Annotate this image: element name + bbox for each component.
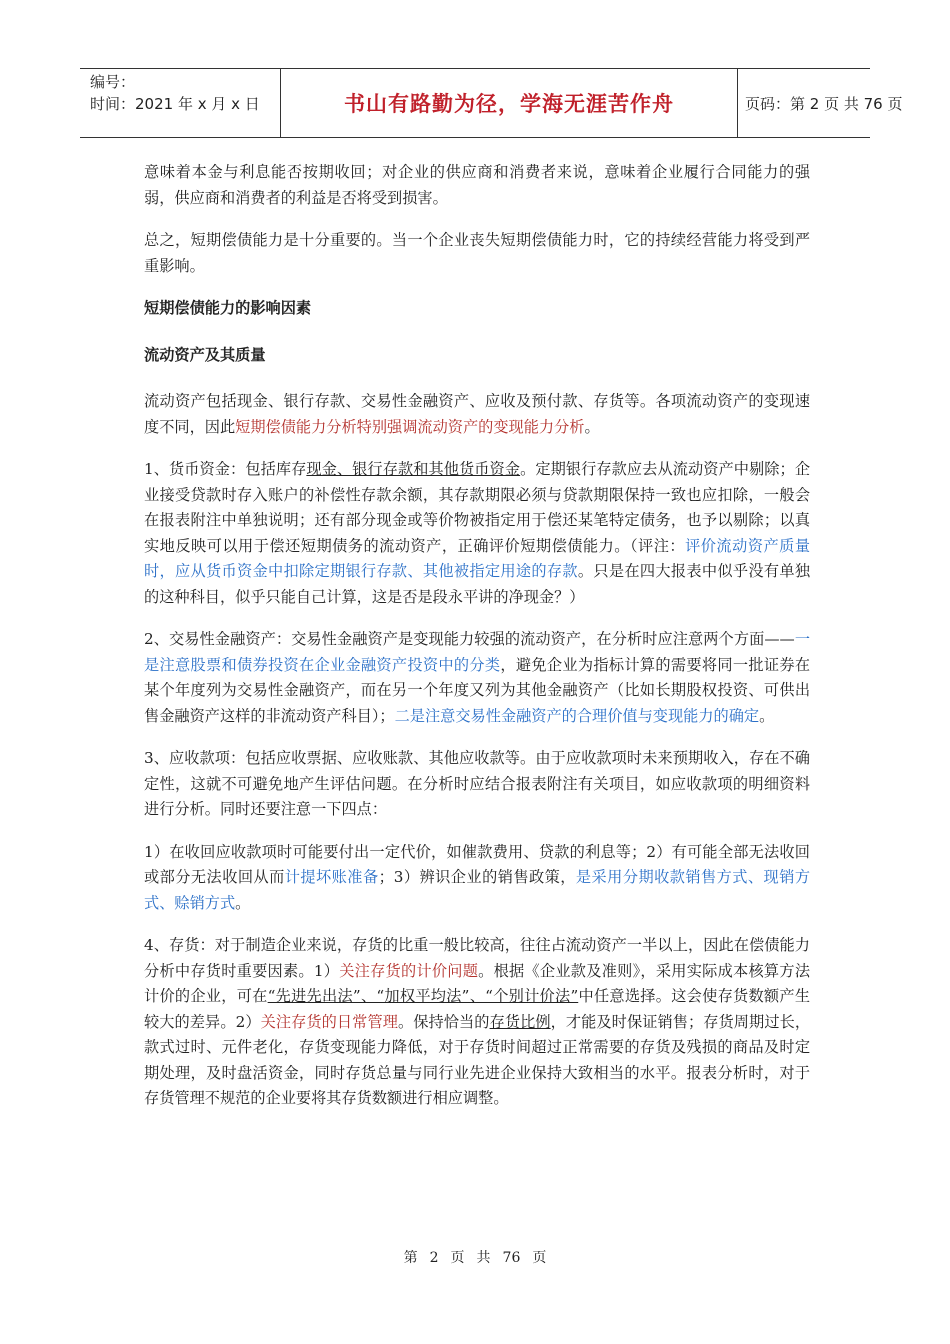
section-heading-factors: 短期偿债能力的影响因素 <box>144 299 312 317</box>
paragraph-current-assets <box>144 389 810 440</box>
underlined-text: 存货比例 <box>489 1012 551 1031</box>
paragraph-trading-assets <box>144 627 810 729</box>
text-run: 。 <box>235 893 251 912</box>
paragraph-inventory <box>144 933 810 1112</box>
time-label: 时间：2021 年 x 月 x 日 <box>90 95 260 113</box>
text-run: 。保持恰当的 <box>397 1012 490 1031</box>
underlined-text: “先进先出法”、“加权平均法”、“个别计价法” <box>267 987 579 1005</box>
text-run: 。定期银行存款应去从流动资产中剔除；企业接受贷款时存入账户的补偿性存款余额，其存款期限必须与贷款期限保持一致也应扣除，一般会在报表附注中单独说明；还有部分现金或等价物被指定用于偿还某笔特定债务，也予以剔除；以真实地反映可以用于偿还短期债务的流动资产，正确评价短期偿债能力。（评注： <box>144 460 811 555</box>
footer-page-number: 2 <box>429 1250 439 1266</box>
highlight-red: 关注存货的日常管理 <box>260 1012 398 1031</box>
text-run: 。根据《企业款及准则》，采用实际成本核算方法计价的企业，可在 <box>144 961 811 1005</box>
header-page-cell <box>737 69 903 137</box>
footer-text: 第 <box>403 1250 418 1266</box>
document-body <box>144 160 810 1129</box>
text-run: 1、货币资金：包括库存 <box>144 460 307 478</box>
paragraph-2: 总之，短期偿债能力是十分重要的。当一个企业丧失短期偿债能力时，它的持续经营能力将受到严重影响。 <box>144 231 810 275</box>
header-meta <box>80 69 280 137</box>
text-run: ，避免企业为指标计算的需要将同一批证券在某个年度列为交易性金融资产，而在另一个年度又列为其他金融资产（比如长期股权投资、可供出售金融资产这样的非流动资产科目）； <box>144 655 811 725</box>
text-run: 1）在收回应收款项时可能要付出一定代价，如催款费用、贷款的利息等；2）有可能全部无法收回或部分无法收回从而 <box>144 842 810 886</box>
page-footer <box>0 1247 950 1267</box>
footer-total-pages: 76 <box>502 1250 521 1266</box>
header-motto-cell <box>280 69 738 137</box>
underlined-text: 现金、银行存款和其他货币资金 <box>306 460 521 478</box>
number-label: 编号： <box>90 73 136 91</box>
text-run: 。 <box>759 706 775 725</box>
highlight-blue: 评价流动资产质量时，应从货币资金中扣除定期银行存款、其他被指定用途的存款 <box>144 536 811 580</box>
text-run: 2、交易性金融资产：交易性金融资产是变现能力较强的流动资产，在分析时应注意两个方面—— <box>144 630 795 648</box>
highlight-red: 关注存货的计价问题 <box>339 961 479 980</box>
paragraph-receivables: 3、应收款项：包括应收票据、应收账款、其他应收款等。由于应收款项时未来预期收入，存在不确定性，这就不可避免地产生评估问题。在分析时应结合报表附注有关项目，如应收款项的明细资料进行分析。同时还要注意一下四点： <box>144 749 810 818</box>
paragraph-receivables-points <box>144 840 810 917</box>
paragraph-1: 意味着本金与利息能否按期收回；对企业的供应商和消费者来说，意味着企业履行合同能力的强弱，供应商和消费者的利益是否将受到损害。 <box>144 163 810 207</box>
highlight-blue: 一是注意股票和债券投资在企业金融资产投资中的分类 <box>144 630 811 674</box>
footer-text: 共 <box>476 1250 491 1266</box>
highlight-red: 短期偿债能力分析特别强调流动资产的变现能力分析 <box>235 417 585 436</box>
text-run: 中任意选择。这会使存货数额产生较大的差异。2） <box>144 987 811 1031</box>
motto: 书山有路勤为径，学海无涯苦作舟 <box>344 92 674 116</box>
paragraph-cash <box>144 457 810 610</box>
highlight-blue: 是采用分期收款销售方式、现销方式、赊销方式 <box>144 868 811 912</box>
text-run: 。只是在四大报表中似乎没有单独的这种科目，似乎只能自己计算，这是否是段永平讲的净现金？） <box>144 562 811 606</box>
text-run: ；3）辨识企业的销售政策， <box>378 868 576 886</box>
footer-text: 页 <box>450 1250 465 1266</box>
highlight-blue: 二是注意交易性金融资产的合理价值与变现能力的确定 <box>394 706 760 725</box>
footer-text: 页 <box>532 1250 547 1266</box>
text-run: 4、存货：对于制造企业来说，存货的比重一般比较高，往往占流动资产一半以上，因此在偿债能力分析中存货时重要因素。1） <box>144 936 810 980</box>
highlight-blue: 计提坏账准备 <box>284 868 379 886</box>
section-heading-current-assets: 流动资产及其质量 <box>144 345 266 364</box>
text-run: ，才能及时保证销售；存货周期过长，款式过时、元件老化，存货变现能力降低，对于存货时间超过正常需要的存货及残损的商品及时定期处理，及时盘活资金，同时存货总量与同行业先进企业保持大致相当的水平。报表分析时，对于存货管理不规范的企业要将其存货数额进行相应调整。 <box>144 1012 811 1107</box>
text-run: 。 <box>584 417 600 436</box>
page-header <box>80 68 903 138</box>
page-info: 页码：第 2 页 共 76 页 <box>745 94 903 113</box>
text-run: 流动资产包括现金、银行存款、交易性金融资产、应收及预付款、存货等。各项流动资产的变现速度不同，因此 <box>144 392 810 436</box>
